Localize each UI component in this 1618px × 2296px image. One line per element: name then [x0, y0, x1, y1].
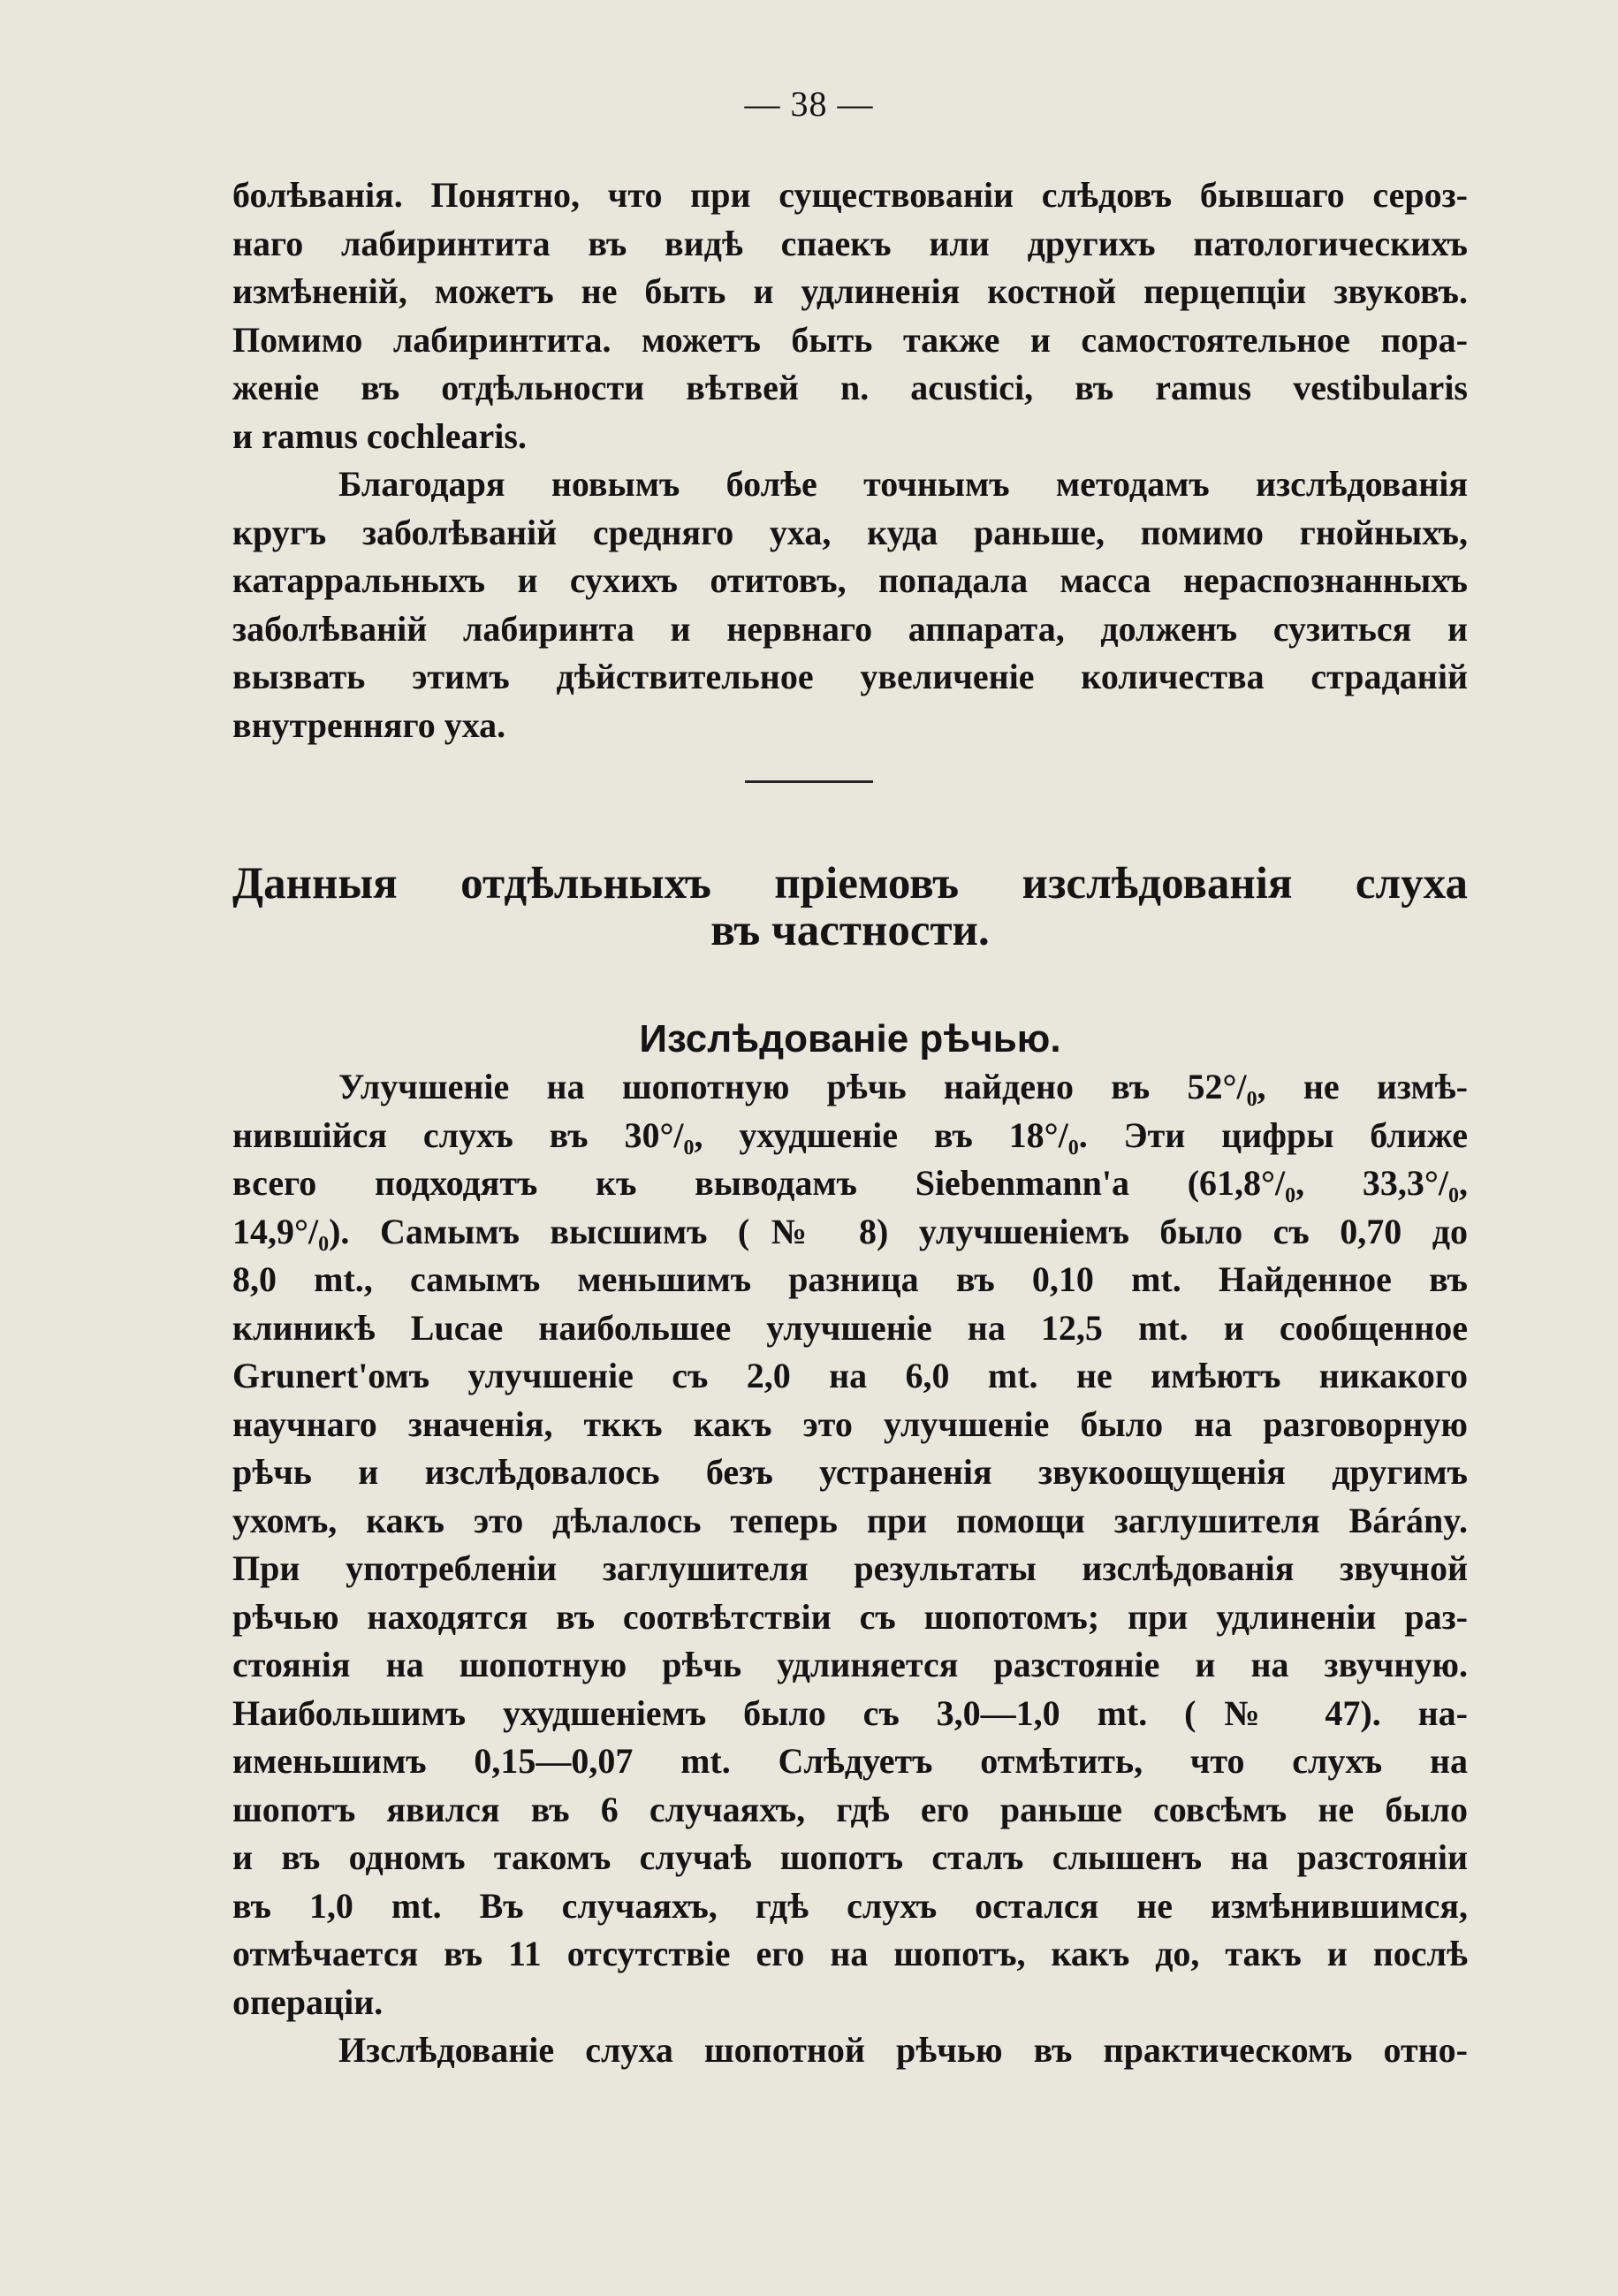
section-divider: [745, 780, 873, 783]
paragraph-whisper-practical: [232, 2026, 1468, 2075]
paragraph-new-methods: [232, 460, 1468, 749]
text-line: стоянія на шопотную рѣчь удлиняется разстояніе и на звучную.: [232, 1645, 1468, 1684]
text-line: Помимо лабиринтита. можетъ быть также и самостоятельное пора-: [232, 319, 1468, 360]
text-line: клиникѣ Lucae наибольшее улучшеніе на 12,5 mt. и сообщенное: [232, 1307, 1468, 1348]
text-line: операціи.: [232, 1981, 384, 2022]
text-line: Наибольшимъ ухудшеніемъ было съ 3,0—1,0 mt. (№ 47). на-: [232, 1692, 1468, 1733]
text-line: Изслѣдованіе слуха шопотной рѣчью въ практическомъ отно-: [338, 2030, 1468, 2070]
text-line: ухомъ, какъ это дѣлалось теперь при помощи заглушителя Bárány.: [232, 1500, 1468, 1540]
text-line: внутренняго уха.: [232, 704, 506, 745]
text-line: При употребленіи заглушителя результаты изслѣдованія звучной: [232, 1548, 1468, 1588]
text-line: научнаго значенія, тккъ какъ это улучшеніе было на разговорную: [232, 1403, 1468, 1444]
text-line: и ramus cochlearis.: [232, 415, 527, 456]
paragraph-labyrinthitis: [232, 171, 1468, 460]
text-line: отмѣчается въ 11 отсутствіе его на шопотъ, какъ до, такъ и послѣ: [232, 1934, 1468, 1973]
text-line: именьшимъ 0,15—0,07 mt. Слѣдуетъ отмѣтить, что слухъ на: [232, 1741, 1468, 1781]
text-line: Благодаря новымъ болѣе точнымъ методамъ изслѣдованія: [338, 464, 1468, 504]
text-block-top: [232, 171, 1468, 749]
text-line: 14,9°/₀). Самымъ высшимъ (№ 8) улучшеніемъ было съ 0,70 до: [232, 1211, 1468, 1251]
text-line: 8,0 mt., самымъ меньшимъ разница въ 0,10 mt. Найденное въ: [232, 1259, 1468, 1299]
text-line: кругъ заболѣваній средняго уха, куда раньше, помимо гнойныхъ,: [232, 512, 1468, 552]
text-line: болѣванія. Понятно, что при существованіи слѣдовъ бывшаго сероз-: [232, 175, 1468, 215]
text-line: наго лабиринтита въ видѣ спаекъ или другихъ патологическихъ: [232, 223, 1468, 263]
text-line: всего подходятъ къ выводамъ Siebenmann'а (61,8°/₀, 33,3°/₀,: [232, 1163, 1468, 1203]
subsection-title: Изслѣдованіе рѣчью.: [639, 1017, 1061, 1061]
text-line: заболѣваній лабиринта и нервнаго аппарата, долженъ сузиться и: [232, 608, 1468, 649]
text-line: вызвать этимъ дѣйствительное увеличеніе количества страданій: [232, 657, 1468, 696]
text-line: женіе въ отдѣльности вѣтвей n. acustici, въ ramus vestibularis: [232, 368, 1468, 407]
section-title-line-1: Данныя отдѣльныхъ пріемовъ изслѣдованія слуха: [232, 859, 1468, 909]
text-line: Grunert'омъ улучшеніе съ 2,0 на 6,0 mt. не имѣютъ никакого: [232, 1356, 1468, 1395]
section-title-line-2: въ частности.: [710, 906, 990, 955]
paragraph-speech-results: [232, 1063, 1468, 2026]
text-line: катарральныхъ и сухихъ отитовъ, попадала масса нераспознанныхъ: [232, 560, 1468, 600]
text-line: рѣчь и изслѣдовалось безъ устраненія звукоощущенія другимъ: [232, 1452, 1468, 1492]
text-line: рѣчью находятся въ соотвѣтствіи съ шопотомъ; при удлиненіи раз-: [232, 1596, 1468, 1637]
text-block-bottom: [232, 1063, 1468, 2075]
text-line: Улучшеніе на шопотную рѣчь найдено въ 52°/₀, не измѣ-: [338, 1067, 1468, 1106]
text-line: нившійся слухъ въ 30°/₀, ухудшеніе въ 18°/₀. Эти цифры ближе: [232, 1114, 1468, 1155]
text-line: и въ одномъ такомъ случаѣ шопотъ сталъ слышенъ на разстояніи: [232, 1837, 1468, 1877]
text-line: шопотъ явился въ 6 случаяхъ, гдѣ его раньше совсѣмъ не было: [232, 1789, 1468, 1829]
page-number: — 38 —: [744, 84, 874, 124]
text-line: въ 1,0 mt. Въ случаяхъ, гдѣ слухъ остался не измѣнившимся,: [232, 1885, 1468, 1926]
text-line: измѣненій, можетъ не быть и удлиненія костной перцепціи звуковъ.: [232, 271, 1468, 311]
